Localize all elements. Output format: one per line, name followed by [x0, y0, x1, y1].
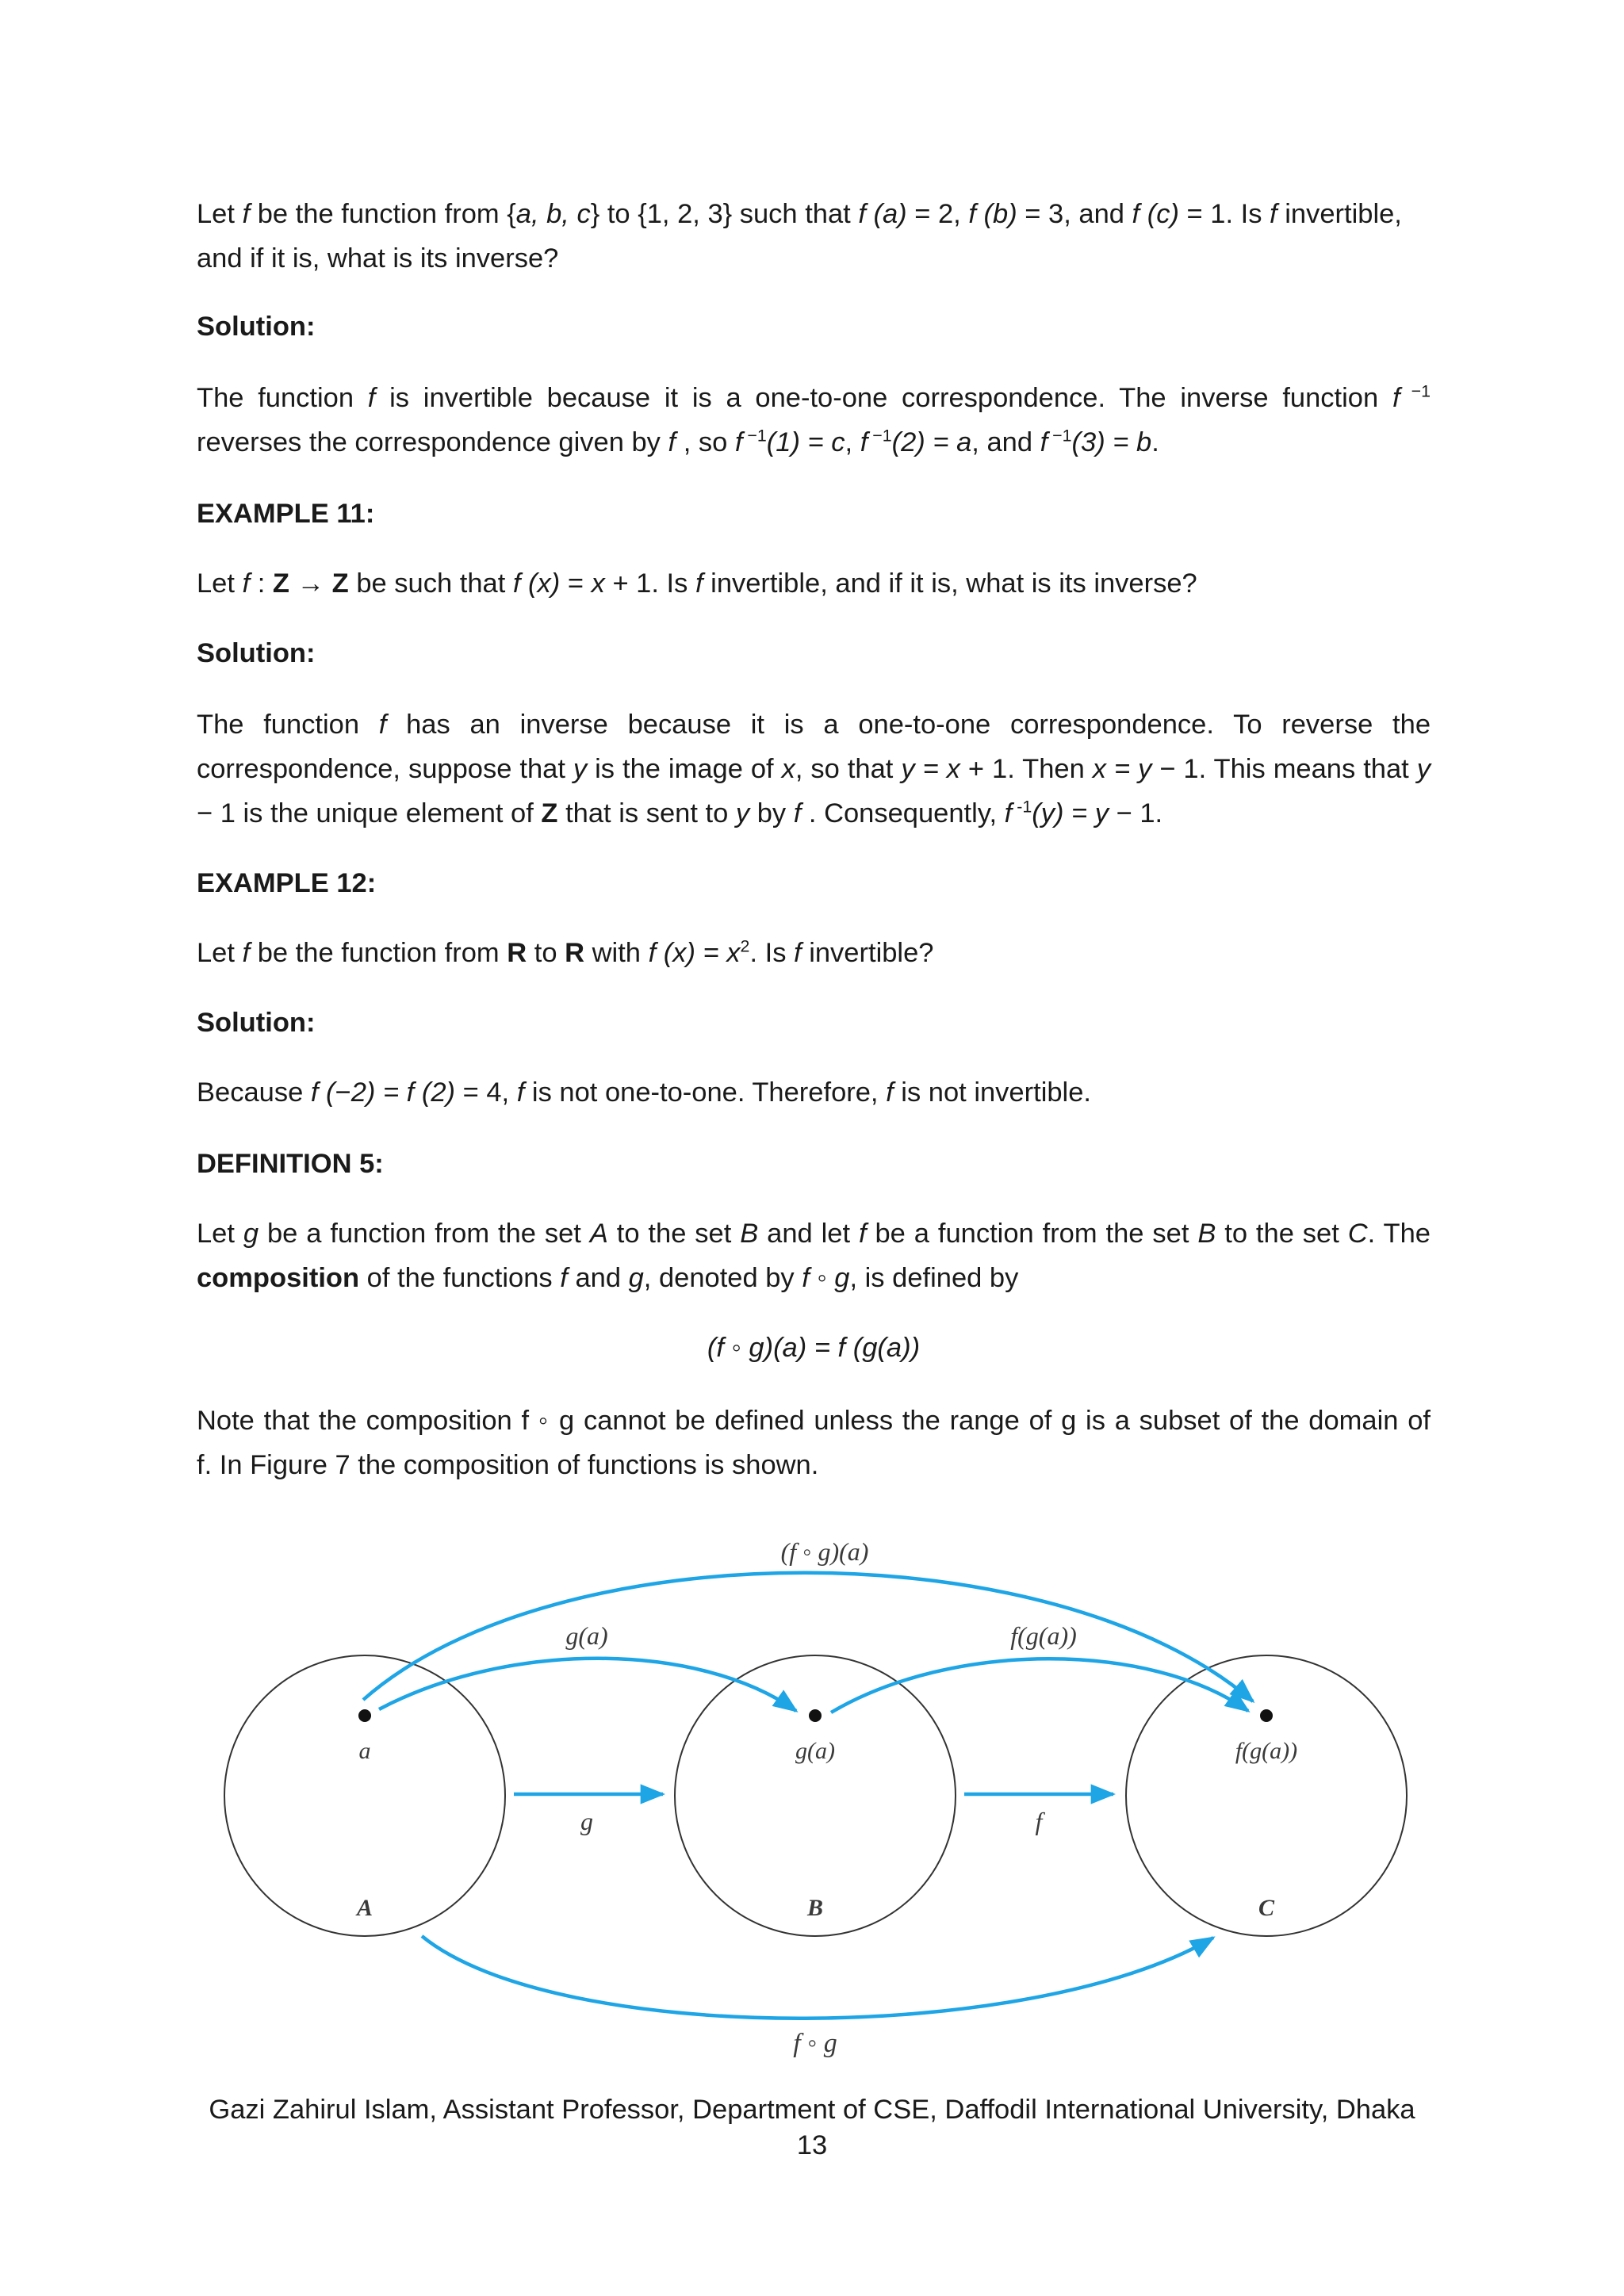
- text: is the image of: [587, 754, 782, 784]
- point-fga: [1260, 1709, 1273, 1722]
- text: . The: [1367, 1219, 1431, 1249]
- text: (3) = b: [1071, 427, 1152, 457]
- text: composition: [197, 1263, 360, 1293]
- text: g: [628, 1263, 644, 1293]
- text: f: [516, 1077, 525, 1108]
- text: be such that: [348, 568, 513, 599]
- text: f: [367, 383, 376, 413]
- point-a-label: a: [358, 1738, 371, 1764]
- text: x: [591, 568, 605, 599]
- text: , denoted by: [643, 1263, 802, 1293]
- text: R: [565, 938, 585, 968]
- text: y: [573, 754, 588, 784]
- f-element-arrow: [831, 1659, 1248, 1712]
- text: 2) = f (2): [350, 1077, 456, 1108]
- text: by: [749, 798, 794, 828]
- text: + 1. Is: [604, 568, 695, 599]
- set-c-label: C: [1258, 1895, 1275, 1921]
- formula-text: (f ◦ g)(a) = f (g(a)): [707, 1333, 921, 1363]
- text: f: [794, 938, 802, 968]
- text: be the function from {: [250, 199, 516, 229]
- text: to the set: [1216, 1219, 1348, 1249]
- text: C: [1347, 1219, 1368, 1249]
- text: ,: [845, 427, 860, 457]
- solution-label: Solution:: [197, 1008, 316, 1038]
- text: →: [289, 568, 332, 599]
- text: f (x): [512, 568, 561, 599]
- text: A: [589, 1219, 608, 1249]
- text: of the functions: [359, 1263, 561, 1293]
- text: f: [1040, 427, 1048, 457]
- set-b-label: B: [806, 1895, 824, 1921]
- superscript: −1: [868, 426, 892, 446]
- text: f (a): [858, 199, 907, 229]
- text: Z: [331, 568, 349, 599]
- text: f: [242, 199, 251, 229]
- text: f (: [310, 1077, 335, 1108]
- point-ga-label: g(a): [795, 1738, 835, 1764]
- text: .: [1151, 427, 1159, 457]
- composition-map-arrow: [422, 1936, 1213, 2019]
- text: The function: [197, 383, 368, 413]
- text: g: [243, 1219, 259, 1249]
- text: that is sent to: [557, 798, 736, 828]
- text: be the function from: [250, 938, 508, 968]
- text: to: [527, 938, 565, 968]
- definition-5-heading: DEFINITION 5:: [197, 1149, 384, 1179]
- text: The function: [197, 710, 379, 740]
- text: =: [560, 568, 592, 599]
- text: x = y: [1092, 754, 1152, 784]
- text: R: [507, 938, 527, 968]
- g-element-arrow: [379, 1659, 796, 1711]
- text: f: [886, 1077, 894, 1108]
- text: f: [734, 427, 743, 457]
- text: (y) = y: [1032, 798, 1109, 828]
- top-arc-label: (f ◦ g)(a): [780, 1537, 869, 1566]
- superscript: −1: [1400, 381, 1431, 401]
- text: + 1. Then: [959, 754, 1093, 784]
- set-b-circle: [675, 1655, 956, 1936]
- text: f: [1004, 798, 1013, 828]
- text: correspondence, suppose that: [197, 754, 573, 784]
- text: x: [781, 754, 795, 784]
- text: − 1. This means that: [1151, 754, 1417, 784]
- superscript: -1: [1012, 797, 1032, 817]
- text: . Is: [749, 938, 795, 968]
- text: has an inverse because it is a one-to-one correspondence. To reverse the: [386, 710, 1431, 740]
- text: f (c): [1132, 199, 1179, 229]
- text: f: [1392, 383, 1400, 413]
- text: f: [793, 798, 802, 828]
- text: y = x: [901, 754, 960, 784]
- text: , so that: [795, 754, 902, 784]
- example-12-heading: EXAMPLE 12:: [197, 868, 377, 898]
- text: f: [1270, 199, 1277, 229]
- text: be a function from the set: [866, 1219, 1198, 1249]
- text: :: [250, 568, 273, 599]
- point-a: [358, 1709, 371, 1722]
- text: f: [378, 710, 387, 740]
- text: (1) = c: [766, 427, 845, 457]
- note-line-2: f. In Figure 7 the composition of functions is shown.: [197, 1450, 819, 1480]
- text: y: [1416, 754, 1431, 784]
- text: reverses the correspondence given by: [197, 427, 668, 457]
- text: = 3, and: [1017, 199, 1132, 229]
- solution-label: Solution:: [197, 638, 316, 668]
- text: = 1. Is: [1178, 199, 1270, 229]
- text: B: [1197, 1219, 1216, 1249]
- text: Z: [272, 568, 289, 599]
- text: to the set: [607, 1219, 741, 1249]
- text: − 1.: [1109, 798, 1163, 828]
- superscript: −1: [1048, 426, 1072, 446]
- point-fga-label: f(g(a)): [1235, 1738, 1298, 1764]
- solution-label: Solution:: [197, 312, 316, 342]
- point-ga: [809, 1709, 822, 1722]
- text: . Consequently,: [801, 798, 1005, 828]
- text: is not one-to-one. Therefore,: [524, 1077, 887, 1108]
- text: f: [560, 1263, 568, 1293]
- text: invertible,: [1277, 199, 1402, 229]
- footer-author: Gazi Zahirul Islam, Assistant Professor, Department of CSE, Daffodil International University, Dhaka: [209, 2095, 1415, 2125]
- text: a, b, c: [515, 199, 591, 229]
- text: Z: [541, 798, 558, 828]
- text: f: [860, 427, 868, 457]
- text: , is defined by: [849, 1263, 1019, 1293]
- f-arc-label: f(g(a)): [1010, 1621, 1077, 1650]
- text: be a function from the set: [259, 1219, 590, 1249]
- text: } to {1, 2, 3} such that: [590, 199, 859, 229]
- example-10-line-2: and if it is, what is its inverse?: [197, 243, 559, 274]
- text: Let: [197, 1219, 243, 1249]
- text: and: [567, 1263, 629, 1293]
- text: f ◦ g: [802, 1263, 850, 1293]
- text: Let: [197, 938, 243, 968]
- note-line-1: Note that the composition f ◦ g cannot be defined unless the range of g is a subset of the domain of: [197, 1406, 1431, 1436]
- g-arrow-label: g: [580, 1807, 593, 1835]
- text: f: [858, 1219, 867, 1249]
- bottom-arc-label: f ◦ g: [793, 2029, 837, 2058]
- text: Let: [197, 199, 243, 229]
- composite-element-arrow: [363, 1573, 1253, 1701]
- text: , and: [971, 427, 1040, 457]
- superscript: 2: [740, 936, 750, 956]
- text: − 1 is the unique element of: [197, 798, 542, 828]
- text: f: [668, 427, 676, 457]
- text: y: [735, 798, 750, 828]
- text: is not invertible.: [893, 1077, 1091, 1108]
- f-arrow-label: f: [1035, 1807, 1043, 1835]
- text: f: [242, 568, 251, 599]
- text: = 2,: [906, 199, 969, 229]
- text: B: [740, 1219, 759, 1249]
- set-c-circle: [1126, 1655, 1407, 1936]
- text: f: [695, 568, 703, 599]
- text: , so: [676, 427, 735, 457]
- g-arc-label: g(a): [565, 1621, 608, 1650]
- text: −: [335, 1077, 351, 1108]
- set-a-label: A: [356, 1895, 373, 1921]
- text: f (x) = x: [648, 938, 741, 968]
- text: with: [584, 938, 649, 968]
- text: Let: [197, 568, 243, 599]
- text: and let: [758, 1219, 859, 1249]
- example-11-heading: EXAMPLE 11:: [197, 499, 375, 529]
- superscript: −1: [742, 426, 767, 446]
- text: Because: [197, 1077, 311, 1108]
- text: (2) = a: [891, 427, 972, 457]
- text: invertible?: [801, 938, 934, 968]
- text: invertible, and if it is, what is its inverse?: [703, 568, 1197, 599]
- text: f (b): [968, 199, 1017, 229]
- page-number: 13: [796, 2130, 828, 2160]
- text: = 4,: [455, 1077, 517, 1108]
- text: f: [242, 938, 251, 968]
- text: is invertible because it is a one-to-one correspondence. The inverse function: [375, 383, 1392, 413]
